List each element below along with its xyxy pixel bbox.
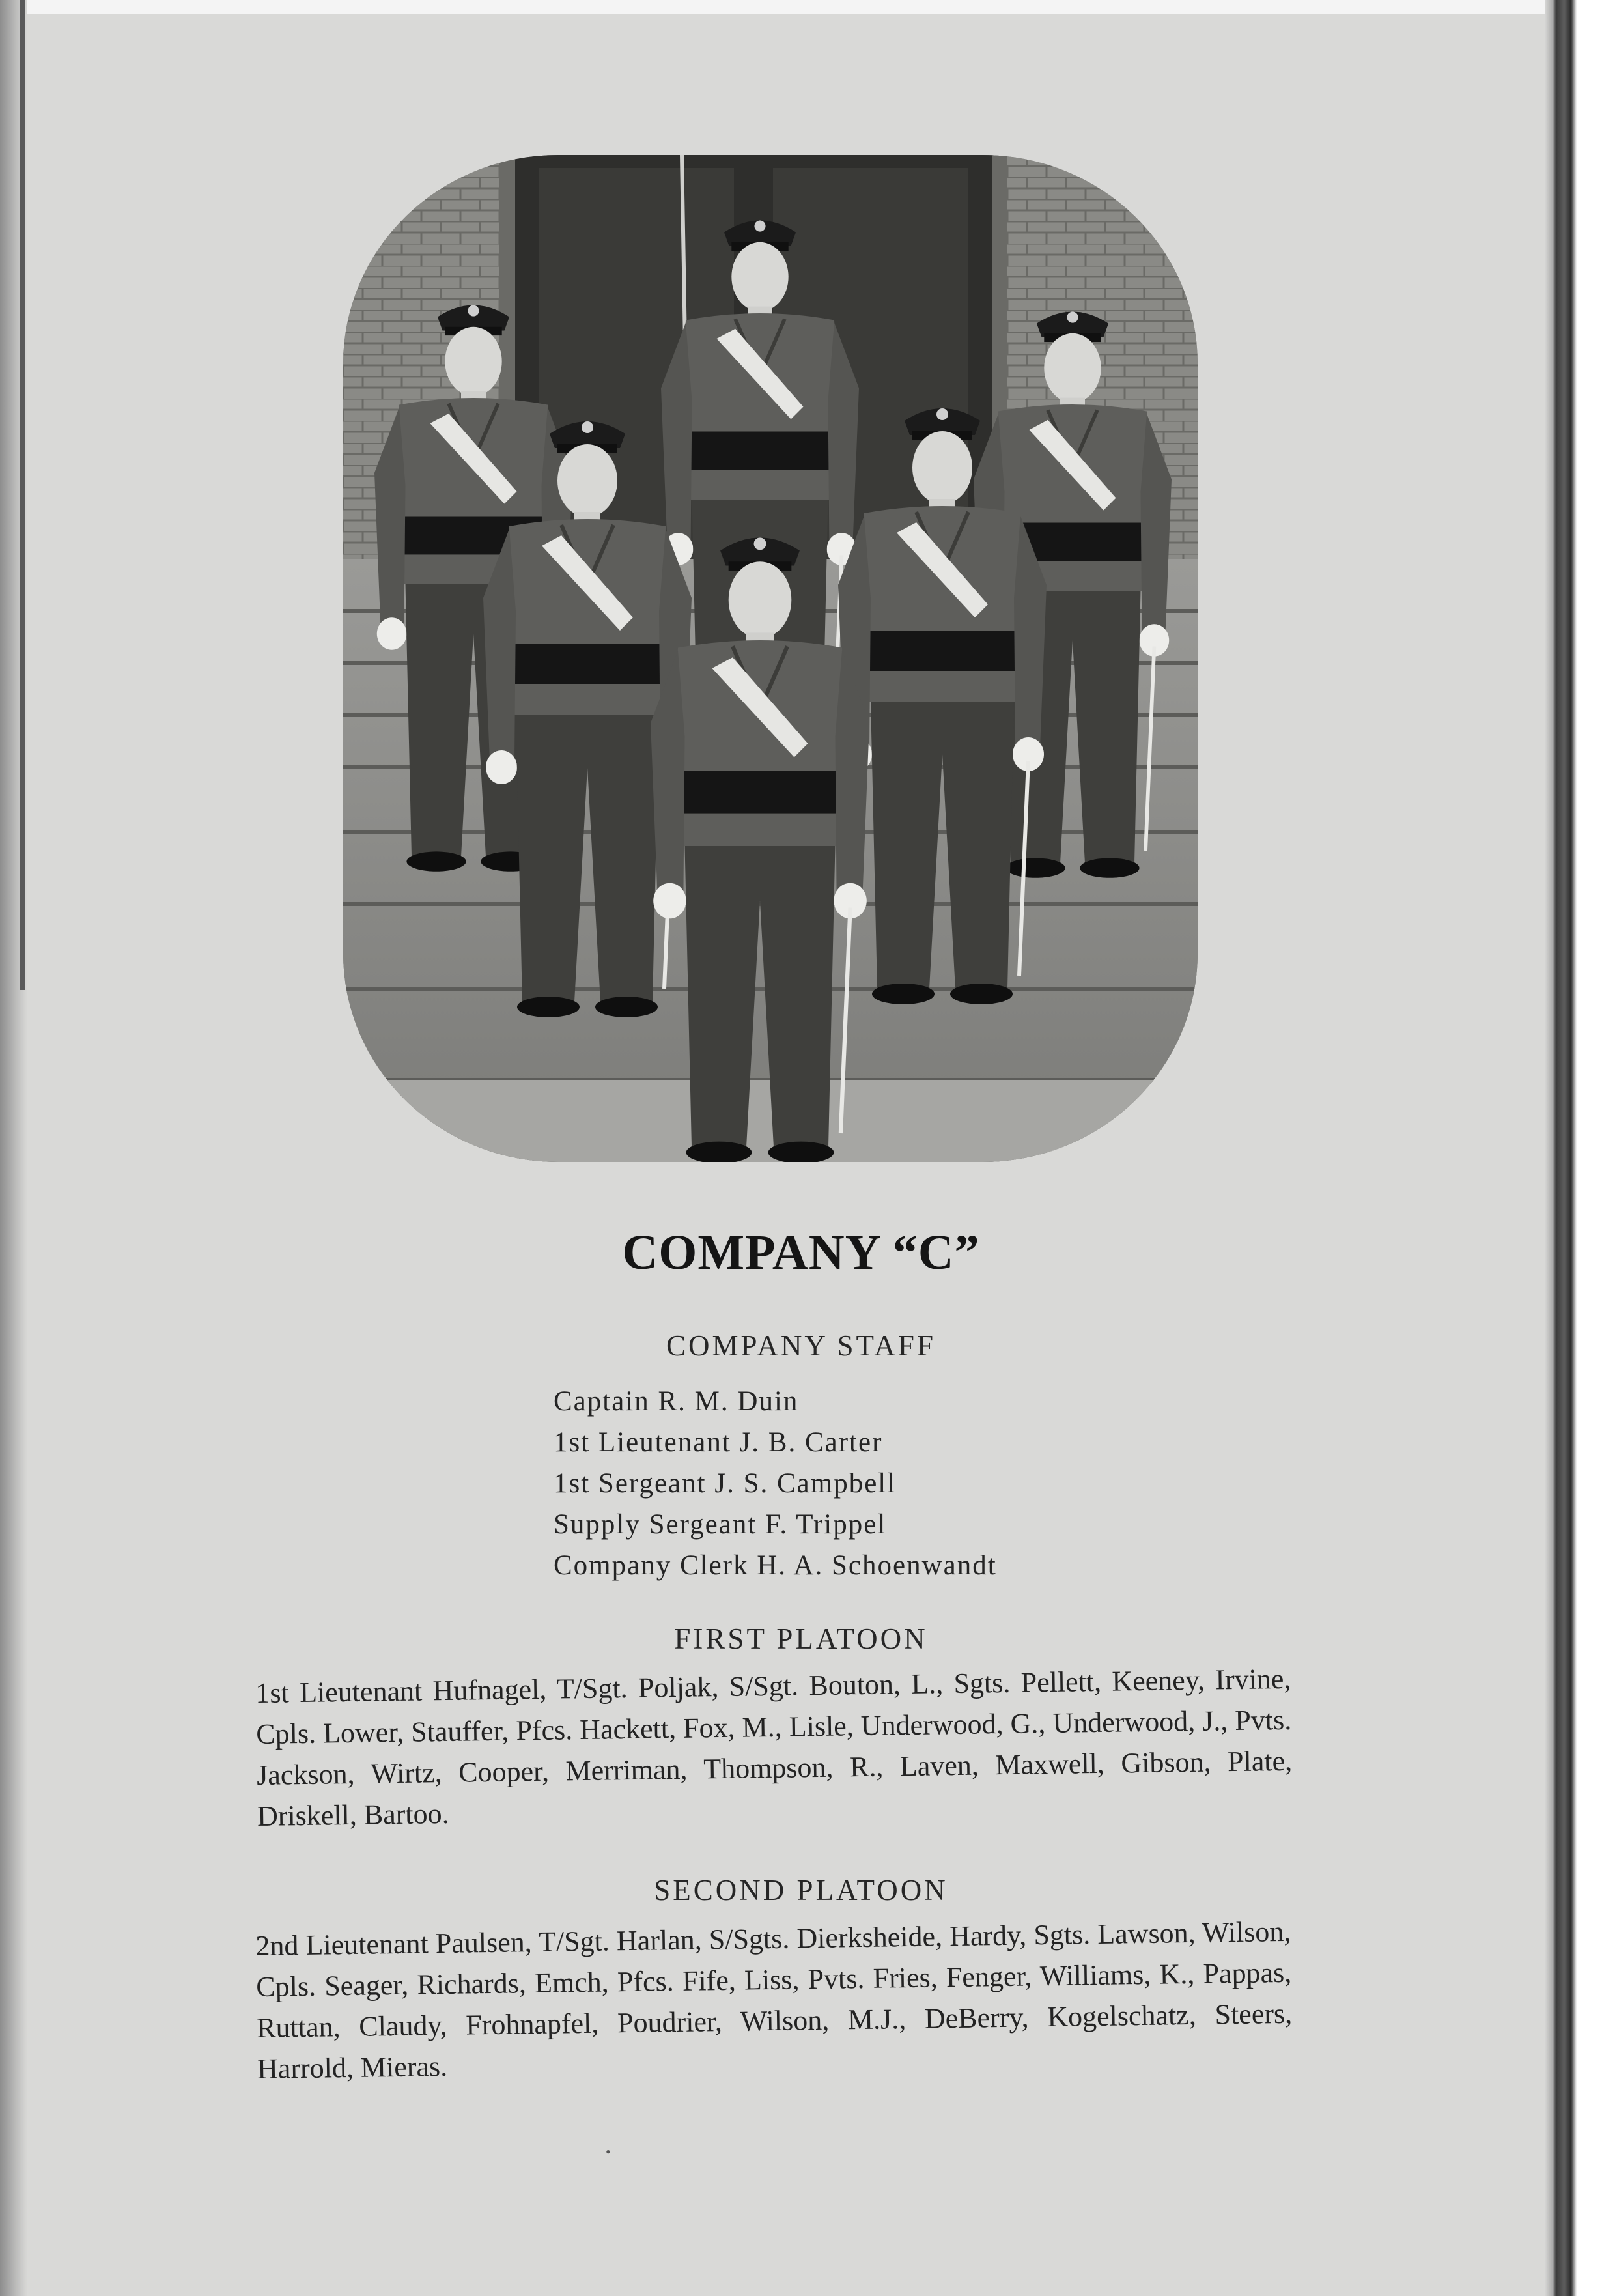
scan-right-binding-edge — [1545, 0, 1602, 2296]
staff-member: Supply Sergeant F. Trippel — [554, 1509, 887, 1540]
page-title: COMPANY “C” — [622, 1225, 980, 1280]
second-platoon-roster: 2nd Lieutenant Paulsen, T/Sgt. Harlan, S/Sgts. Dierksheide, Hardy, Sgts. Lawson, Wilson, Cpls. Seager, Richards, Emch, Pfcs. Fife, Liss, Pvts. Fries, Fenger, Williams, K., Pappas, Ruttan, Claudy, Frohnapfel, Poudrier, Wilson, M.J., DeBerry, Kogelschatz, Steers, Harrold, Mieras. — [255, 1915, 1293, 2085]
company-staff-list — [554, 1381, 997, 1586]
company-staff-heading: COMPANY STAFF — [666, 1329, 936, 1362]
scan-left-shadow — [20, 0, 25, 990]
group-photo — [343, 155, 1198, 1162]
staff-member: 1st Sergeant J. S. Campbell — [554, 1468, 897, 1499]
first-platoon-roster: 1st Lieutenant Hufnagel, T/Sgt. Poljak, S/Sgt. Bouton, L., Sgts. Pellett, Keeney, Irvine, Cpls. Lower, Stauffer, Pfcs. Hackett, Fox, M., Lisle, Underwood, G., Underwood, J., Pvts. Jackson, Wirtz, Cooper, Merriman, Thompson, R., Laven, Maxwell, Gibson, Plate, Driskell, Bartoo. — [255, 1662, 1293, 1832]
first-platoon-heading: FIRST PLATOON — [674, 1623, 928, 1655]
staff-member: Company Clerk H. A. Schoenwandt — [554, 1550, 997, 1581]
staff-member: 1st Lieutenant J. B. Carter — [554, 1427, 883, 1458]
scan-top-margin — [0, 0, 1602, 14]
scan-speck: • — [606, 2144, 611, 2160]
staff-member: Captain R. M. Duin — [554, 1386, 799, 1417]
second-platoon-heading: SECOND PLATOON — [654, 1874, 948, 1906]
